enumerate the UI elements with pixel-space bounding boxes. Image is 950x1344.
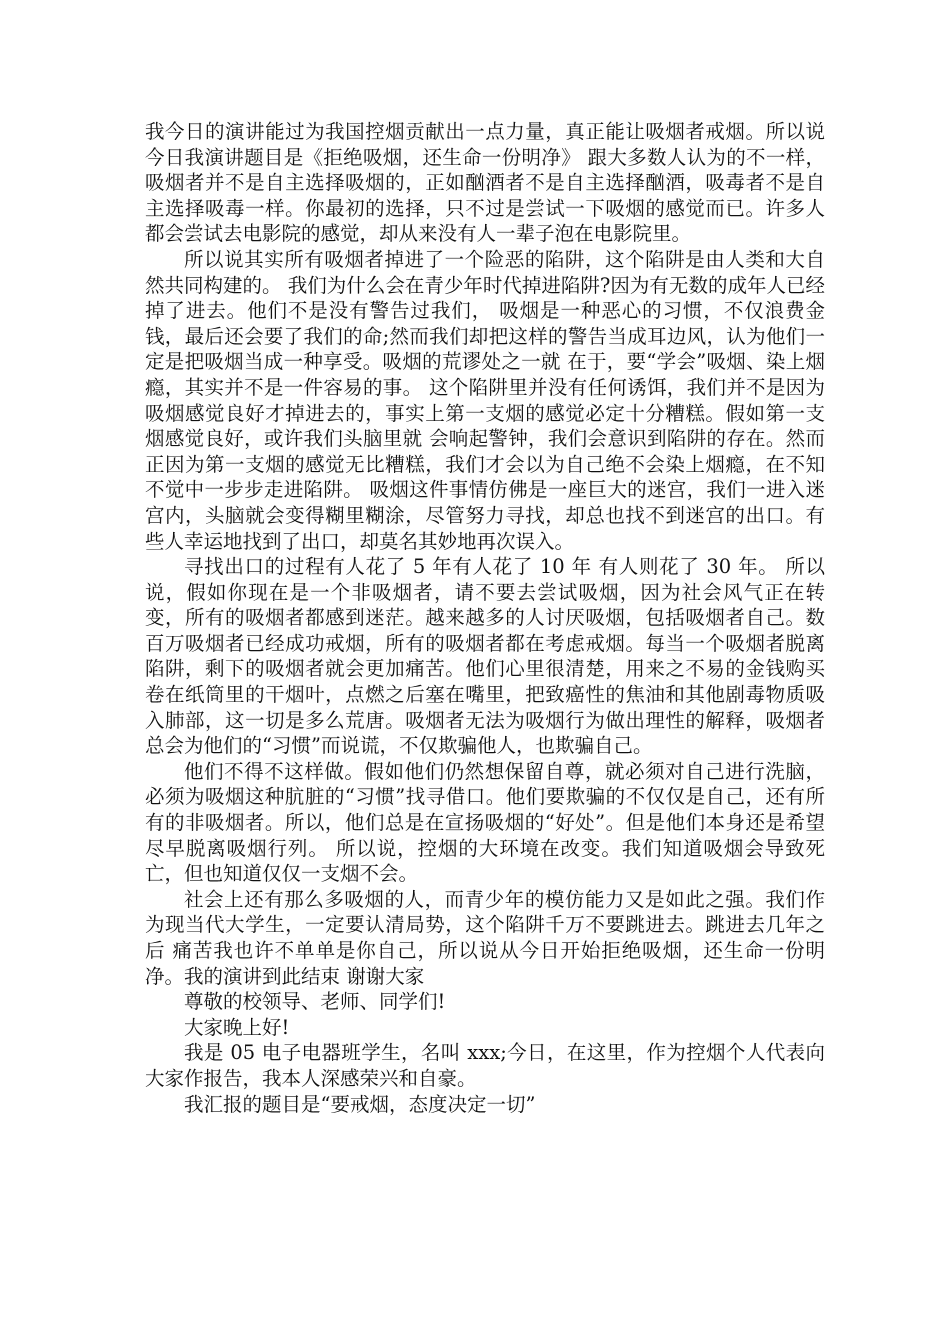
paragraph-finding-exit: 寻找出口的过程有人花了 5 年有人花了 10 年 有人则花了 30 年。 所以说，假如你现在是一个非吸烟者，请不要去尝试吸烟，因为社会风气正在转变，所有的吸烟者都感到迷茫。越来越多的人讨厌吸烟，包括吸烟者自己。数百万吸烟者已经成功戒烟，所有的吸烟者都在考虑戒烟。每当一个吸烟者脱离陷阱，剩下的吸烟者就会更加痛苦。他们心里很清楚，用来之不易的金钱购买卷在纸筒里的干烟叶，点燃之后塞在嘴里，把致癌性的焦油和其他剧毒物质吸入肺部，这一切是多么荒唐。吸烟者无法为吸烟行为做出理性的解释，吸烟者总会为他们的“习惯”而说谎，不仅欺骗他人，也欺骗自己。 [145, 555, 825, 758]
paragraph-smoking-trap: 所以说其实所有吸烟者掉进了一个险恶的陷阱，这个陷阱是由人类和大自然共同构建的。 我们为什么会在青少年时代掉进陷阱?因为有无数的成年人已经掉了进去。他们不是没有警告过我们， 吸烟是一种恶心的习惯，不仅浪费金钱，最后还会要了我们的命;然而我们却把这样的警告当成耳边风，认为他们一定是把吸烟当成一种享受。吸烟的荒谬处之一就 在于，要“学会”吸烟、染上烟瘾，其实并不是一件容易的事。 这个陷阱里并没有任何诱饵，我们并不是因为吸烟感觉良好才掉进去的，事实上第一支烟的感觉必定十分糟糕。假如第一支烟感觉良好，或许我们头脑里就 会响起警钟，我们会意识到陷阱的存在。然而正因为第一支烟的感觉无比糟糕，我们才会以为自己绝不会染上烟瘾，在不知不觉中一步步走进陷阱。 吸烟这件事情仿佛是一座巨大的迷宫，我们一进入迷宫内，头脑就会变得糊里糊涂，尽管努力寻找，却总也找不到迷宫的出口。有些人幸运地找到了出口，却莫名其妙地再次误入。 [145, 247, 825, 553]
report-title-line: 我汇报的题目是“要戒烟，态度决定一切” [184, 1092, 536, 1116]
greeting: 大家晚上好! [184, 1015, 290, 1039]
document-page [145, 119, 825, 1117]
paragraph-self-deception: 他们不得不这样做。假如他们仍然想保留自尊，就必须对自己进行洗脑，必须为吸烟这种肮脏的“习惯”找寻借口。他们要欺骗的不仅仅是自己，还有所有的非吸烟者。所以，他们总是在宣扬吸烟的“好处”。但是他们本身还是希望尽早脱离吸烟行列。 所以说，控烟的大环境在改变。我们知道吸烟会导致死亡，但也知道仅仅一支烟不会。 [145, 759, 825, 886]
paragraph-speech-intro: 我今日的演讲能过为我国控烟贡献出一点力量，真正能让吸烟者戒烟。所以说今日我演讲题目是《拒绝吸烟，还生命一份明净》 跟大多数人认为的不一样，吸烟者并不是自主选择吸烟的，正如酗酒者不是自主选择酗酒，吸毒者不是自主选择吸毒一样。你最初的选择，只不过是尝试一下吸烟的感觉而已。许多人都会尝试去电影院的感觉，却从来没有人一辈子泡在电影院里。 [145, 120, 825, 246]
paragraph-self-introduction: 我是 05 电子电器班学生，名叫 xxx;今日，在这里，作为控烟个人代表向大家作报告，我本人深感荣兴和自豪。 [145, 1041, 825, 1090]
paragraph-conclusion: 社会上还有那么多吸烟的人，而青少年的模仿能力又是如此之强。我们作为现当代大学生，一定要认清局势，这个陷阱千万不要跳进去。跳进去几年之后 痛苦我也许不单单是你自己，所以说从今日开始拒绝吸烟，还生命一份明净。我的演讲到此结束 谢谢大家 [145, 887, 825, 988]
salutation: 尊敬的校领导、老师、同学们! [184, 990, 446, 1014]
